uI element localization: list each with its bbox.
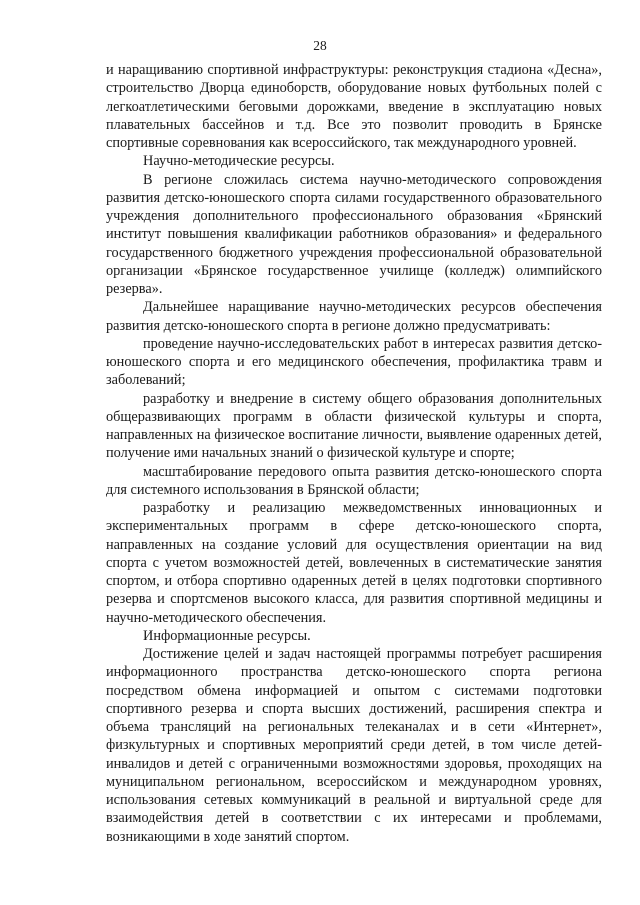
list-item-general-education-programs: разработку и внедрение в систему общего образования дополнительных общеразвивающих программ в области физической культуры и спорта, направленных на физическое воспитание личности, выявление одаренных детей, получение ими начальных знаний о физической культуре и спорте; [106,390,602,462]
document-body [106,61,602,846]
heading-information-resources: Информационные ресурсы. [143,627,311,644]
list-item-scaling-experience: масштабирование передового опыта развития детско-юношеского спорта для системного использования в Брянской области; [106,463,602,498]
list-item-interagency-programs: разработку и реализацию межведомственных инновационных и экспериментальных программ в сфере детско-юношеского спорта, направленных на создание условий для осуществления ориентации на вид спорта с учетом возможностей детей, вовлеченных в систематические занятия спортом, и отбора спортивно одаренных детей в целях подготовки спортивного резерва и спортсменов высокого класса, для развития спортивной медицины и научно-методического обеспечения. [106,500,602,626]
paragraph-methodical-support-system: В регионе сложилась система научно-методического сопровождения развития детско-юношеского спорта силами государственного образовательного учреждения дополнительного профессионального образования «Брянский институт повышения квалификации работников образования» и федерального государственного бюджетного учреждения профессиональной образовательной организации «Брянское государственное училище (колледж) олимпийского резерва». [106,171,602,297]
paragraph-further-development: Дальнейшее наращивание научно-методических ресурсов обеспечения развития детско-юношеского спорта в регионе должно предусматривать: [106,299,602,334]
paragraph-infrastructure-continuation: и наращиванию спортивной инфраструктуры: реконструкция стадиона «Десна», строительство Дворца единоборств, оборудование новых футбольных полей с легкоатлетическими беговыми дорожками, введение в эксплуатацию новых плавательных бассейнов и т.д. Все это позволит проводить в Брянске спортивные соревнования как всероссийского, так международного уровней. [106,62,602,151]
page-number: 28 [313,38,327,53]
heading-scientific-methodical-resources: Научно-методические ресурсы. [143,153,335,170]
list-item-research: проведение научно-исследовательских работ в интересах развития детско-юношеского спорта и его медицинского обеспечения, профилактика травм и заболеваний; [106,335,602,389]
paragraph-information-space: Достижение целей и задач настоящей программы потребует расширения информационного пространства детско-юношеского спорта региона посредством обмена информацией и опытом с системами подготовки спортивного резерва и спорта высших достижений, расширения спектра и объема трансляций на региональных телеканалах и в сети «Интернет», физкультурных и спортивных мероприятий среди детей, в том числе детей-инвалидов и детей с ограниченными возможностями здоровья, проходящих на муниципальном региональном, всероссийском и международном уровнях, использования сетевых коммуникаций в реальной и виртуальной среде для взаимодействия детей в соответствии с их интересами и проблемами, возникающими в ходе занятий спортом. [106,646,602,845]
